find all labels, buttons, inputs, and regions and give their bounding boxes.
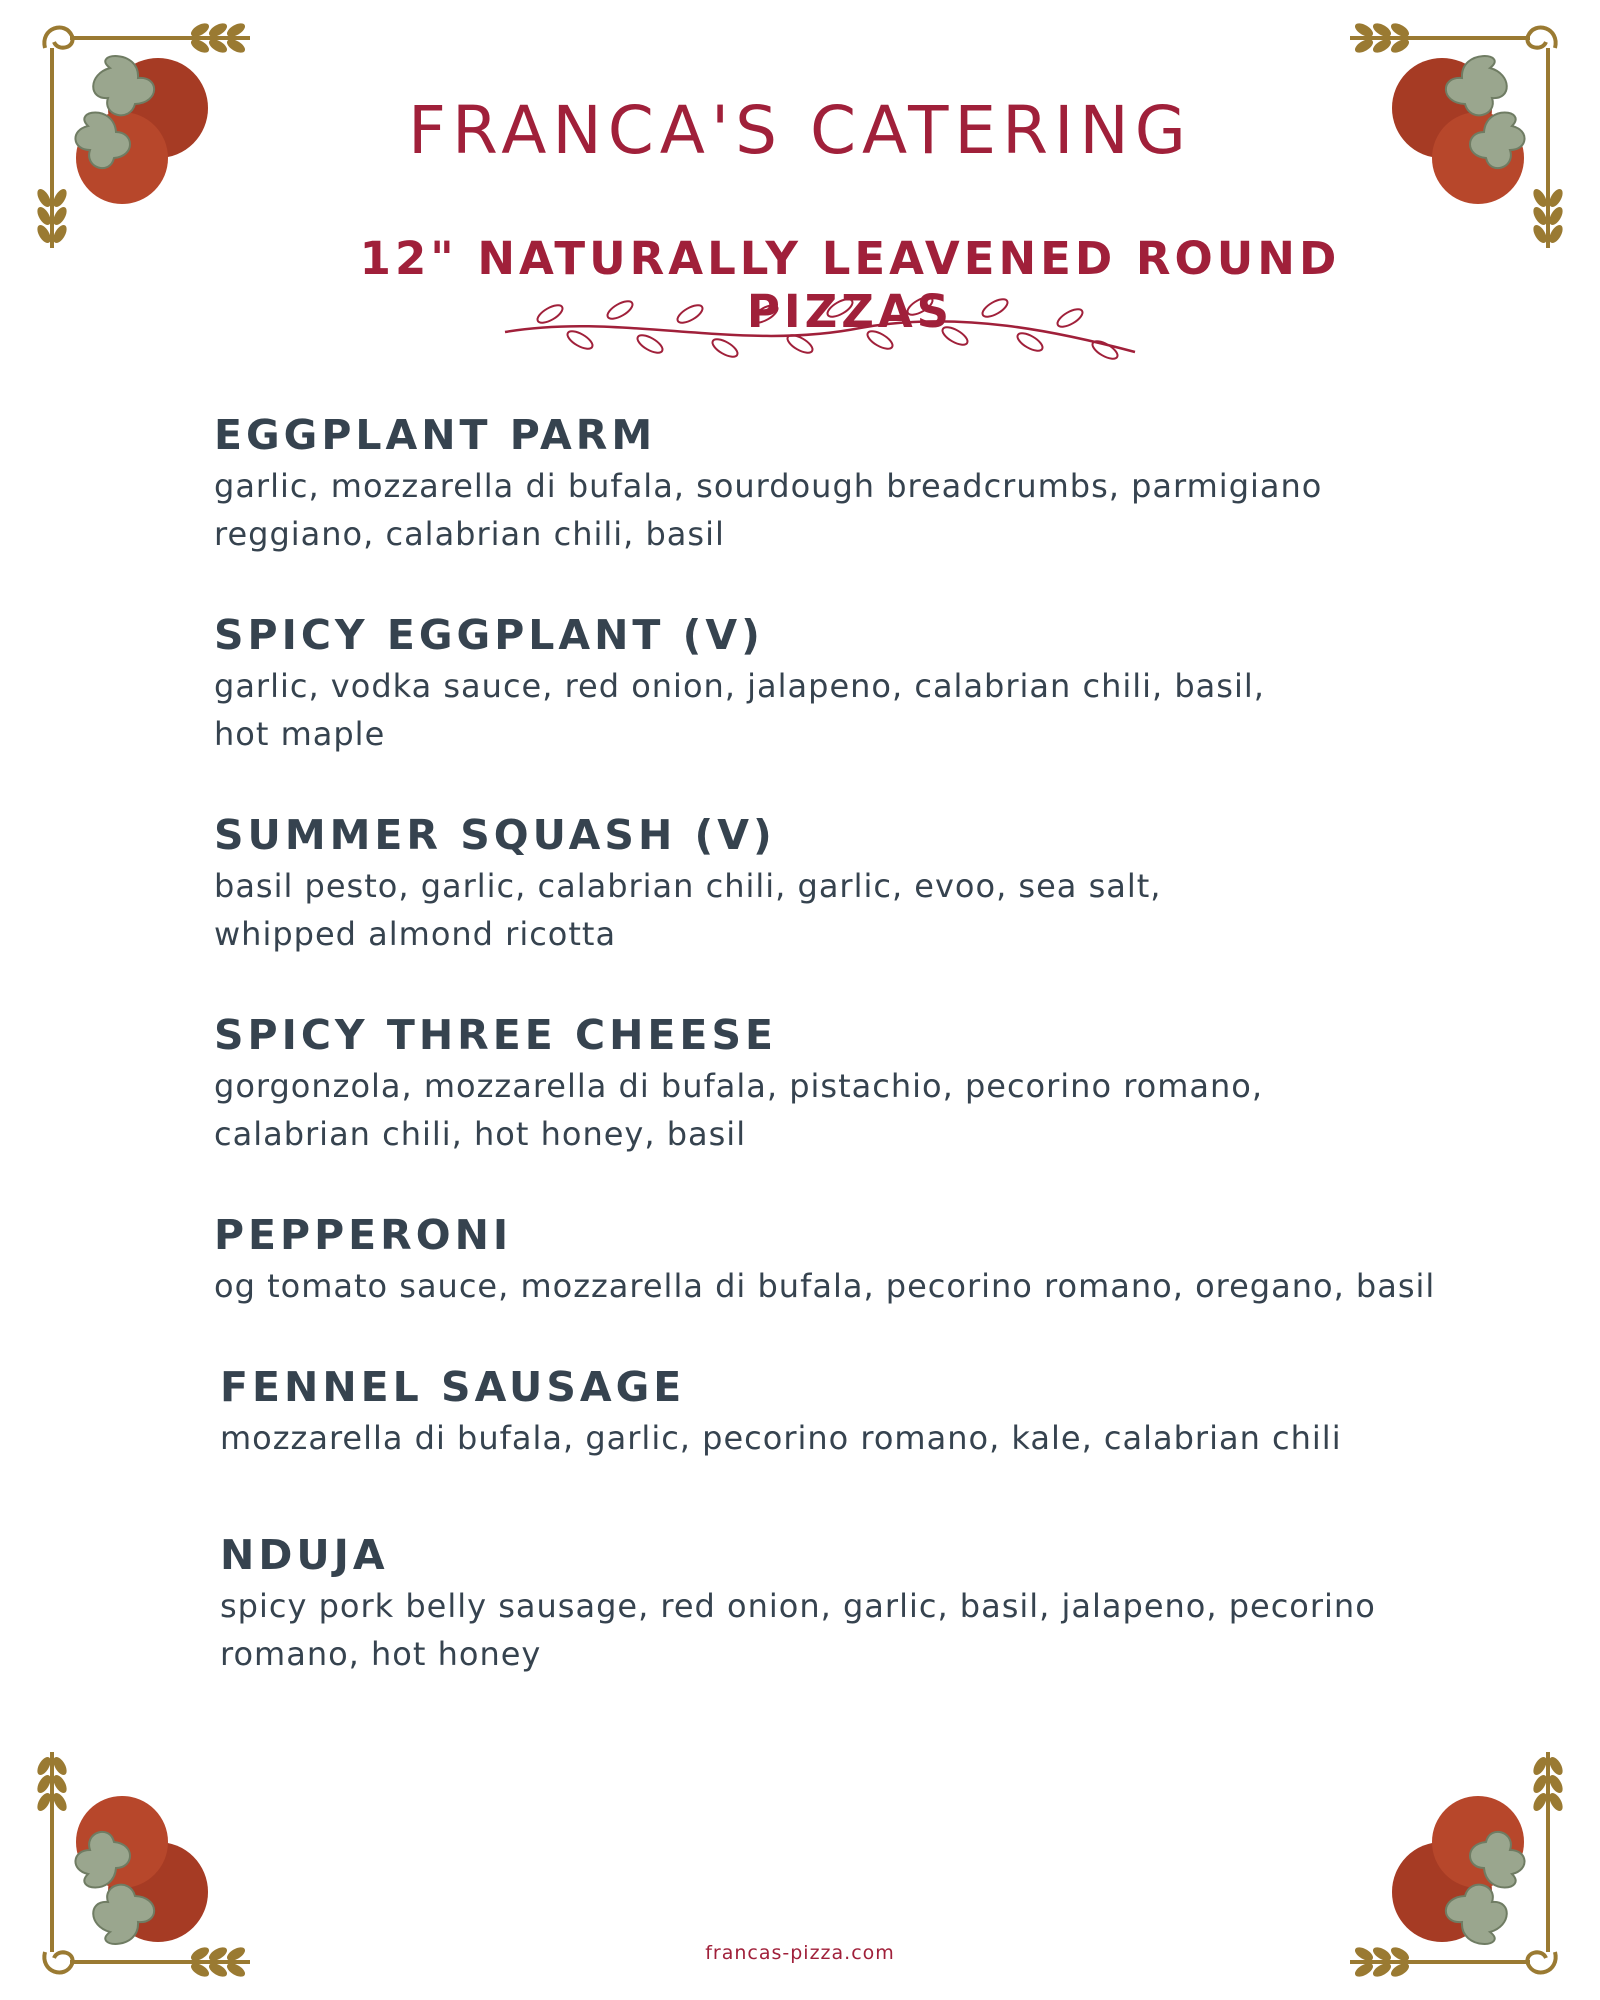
item-name: FENNEL SAUSAGE	[220, 1363, 686, 1411]
item-description: gorgonzola, mozzarella di bufala, pistachio, pecorino romano, calabrian chili, hot honey, basil	[214, 1067, 1264, 1153]
item-description: spicy pork belly sausage, red onion, garlic, basil, jalapeno, pecorino romano, hot honey	[220, 1587, 1376, 1673]
item-description: garlic, mozzarella di bufala, sourdough breadcrumbs, parmigiano reggiano, calabrian chili, basil	[214, 467, 1323, 553]
page-title: FRANCA'S CATERING	[408, 92, 1192, 169]
menu-subtitle: 12" NATURALLY LEAVENED ROUND PIZZAS	[359, 232, 1341, 338]
item-name: NDUJA	[220, 1531, 389, 1579]
menu-item-spicy-three-cheese	[214, 1010, 1454, 1158]
footer-url[interactable]: francas-pizza.com	[705, 1942, 895, 1964]
menu-item-fennel-sausage	[220, 1362, 1460, 1462]
item-description: og tomato sauce, mozzarella di bufala, pecorino romano, oregano, basil	[214, 1267, 1436, 1305]
item-name: SUMMER SQUASH (V)	[214, 811, 776, 859]
menu-item-nduja	[220, 1530, 1460, 1678]
menu-item-pepperoni	[214, 1210, 1454, 1310]
menu-item-spicy-eggplant	[214, 610, 1454, 758]
item-description: basil pesto, garlic, calabrian chili, garlic, evoo, sea salt, whipped almond ricotta	[214, 867, 1162, 953]
item-name: PEPPERONI	[214, 1211, 513, 1259]
menu-item-summer-squash	[214, 810, 1454, 958]
menu-item-eggplant-parm	[214, 410, 1454, 558]
item-name: SPICY EGGPLANT (V)	[214, 611, 764, 659]
item-name: SPICY THREE CHEESE	[214, 1011, 777, 1059]
item-description: garlic, vodka sauce, red onion, jalapeno, calabrian chili, basil, hot maple	[214, 667, 1265, 753]
item-name: EGGPLANT PARM	[214, 411, 657, 459]
item-description: mozzarella di bufala, garlic, pecorino romano, kale, calabrian chili	[220, 1419, 1342, 1457]
